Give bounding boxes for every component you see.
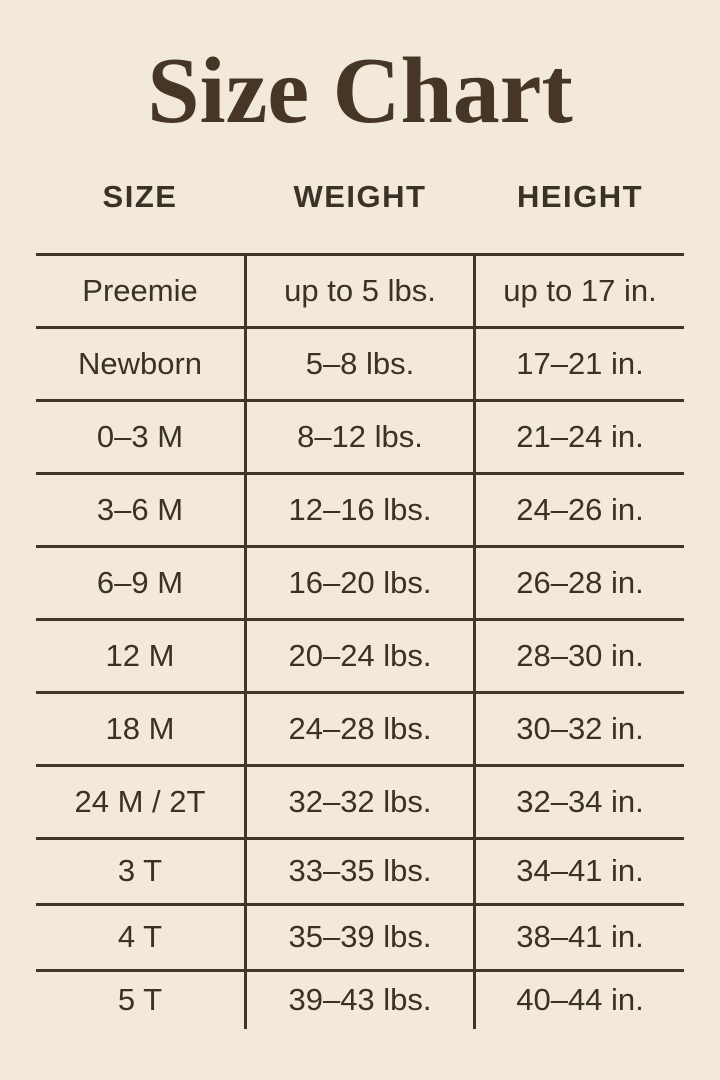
table-row <box>36 969 684 1029</box>
size-cell: 18 M <box>105 710 175 746</box>
size-cell: 24 M / 2T <box>74 783 206 819</box>
column-header-weight: WEIGHT <box>293 178 427 214</box>
size-cell: 0–3 M <box>96 418 184 454</box>
page-title: Size Chart <box>147 39 573 143</box>
table-row <box>36 472 684 545</box>
column-header-height: HEIGHT <box>516 178 644 214</box>
height-cell: 34–41 in. <box>516 853 644 889</box>
size-cell: 5 T <box>117 982 163 1018</box>
weight-cell: 5–8 lbs. <box>244 329 476 399</box>
weight-cell: 8–12 lbs. <box>244 402 476 472</box>
size-chart-table <box>36 141 684 1029</box>
table-row <box>36 903 684 969</box>
table-body <box>36 253 684 1029</box>
weight-cell: 32–32 lbs. <box>244 767 476 837</box>
weight-cell: 39–43 lbs. <box>244 972 476 1029</box>
table-row <box>36 545 684 618</box>
table-row <box>36 691 684 764</box>
height-cell: 17–21 in. <box>516 345 644 381</box>
size-cell: Preemie <box>82 272 198 308</box>
size-cell: Newborn <box>77 345 203 381</box>
height-cell: up to 17 in. <box>503 272 657 308</box>
size-cell: 3 T <box>117 853 163 889</box>
size-cell: 3–6 M <box>96 491 184 527</box>
table-row <box>36 326 684 399</box>
table-row <box>36 837 684 903</box>
column-header-size: SIZE <box>102 178 178 214</box>
height-cell: 26–28 in. <box>516 564 644 600</box>
weight-cell: up to 5 lbs. <box>244 256 476 326</box>
weight-cell: 20–24 lbs. <box>244 621 476 691</box>
height-cell: 24–26 in. <box>516 491 644 527</box>
table-row <box>36 618 684 691</box>
height-cell: 30–32 in. <box>516 710 644 746</box>
size-cell: 6–9 M <box>96 564 184 600</box>
weight-cell: 12–16 lbs. <box>244 475 476 545</box>
weight-cell: 35–39 lbs. <box>244 906 476 969</box>
table-header-row <box>36 141 684 253</box>
height-cell: 40–44 in. <box>516 982 644 1018</box>
table-row <box>36 399 684 472</box>
height-cell: 28–30 in. <box>516 637 644 673</box>
weight-cell: 16–20 lbs. <box>244 548 476 618</box>
height-cell: 32–34 in. <box>516 783 644 819</box>
height-cell: 38–41 in. <box>516 919 644 955</box>
table-row <box>36 253 684 326</box>
weight-cell: 24–28 lbs. <box>244 694 476 764</box>
size-cell: 4 T <box>117 919 163 955</box>
weight-cell: 33–35 lbs. <box>244 840 476 903</box>
size-cell: 12 M <box>105 637 175 673</box>
table-row <box>36 764 684 837</box>
height-cell: 21–24 in. <box>516 418 644 454</box>
